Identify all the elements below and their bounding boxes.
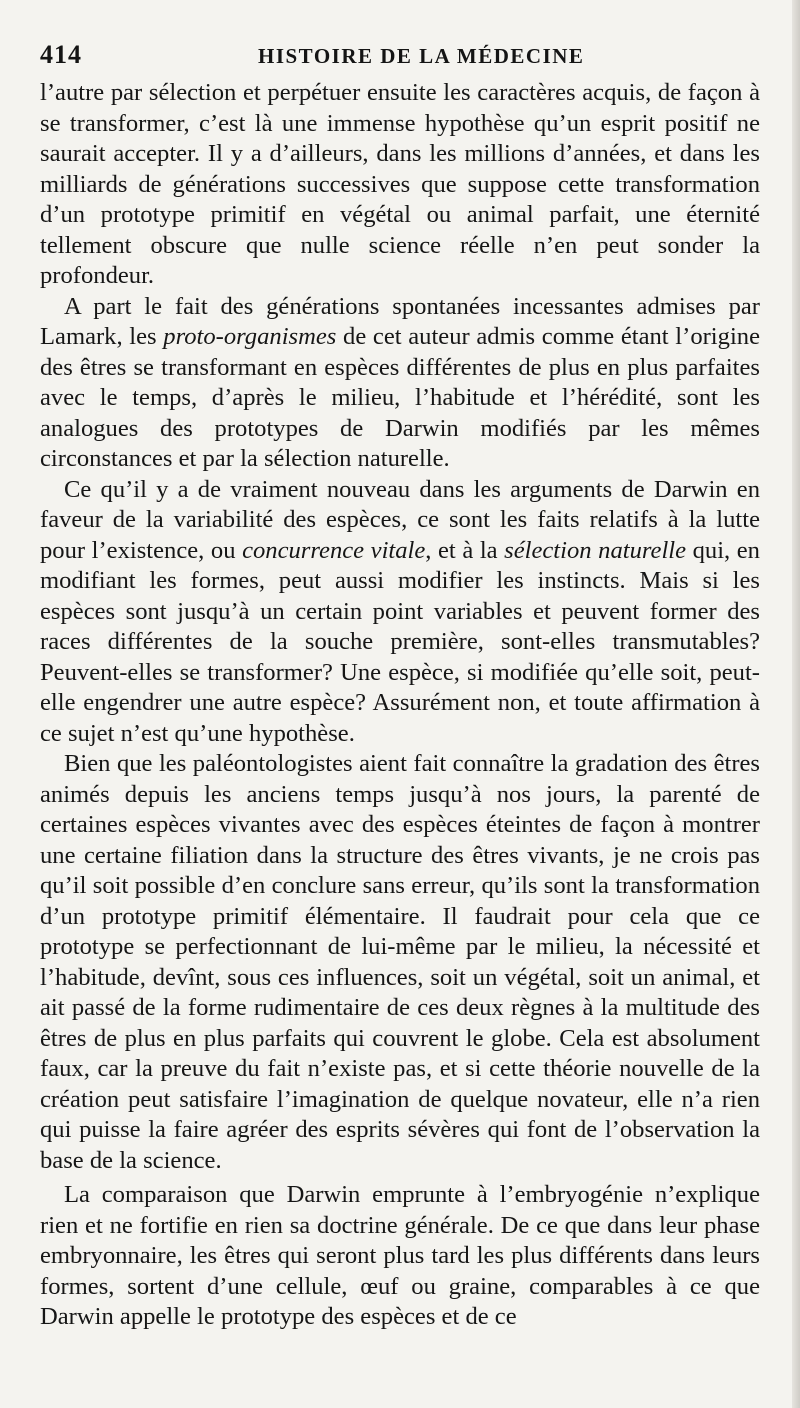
paragraph-text: de cet auteur admis comme étant l’origine des êtres se transformant en espèces différentes de plus en plus parfaites avec le temps, d’après le milieu, l’habitude et l’hérédité, sont les analogues des prototypes de Darwin modifiés par les mêmes circonstances et par la sélection naturelle.	[40, 323, 760, 472]
paragraph-text: l’autre par sélection et perpétuer ensuite les caractères acquis, de façon à se transformer, c’est là une immense hypothèse qu’un esprit positif ne saurait accepter. Il y a d’ailleurs, dans les millions d’années, et dans les milliards de générations successives que suppose cette transformation d’un prototype primitif en végétal ou animal parfait, une éternité tellement obscure que nulle science réelle n’en peut sonder la profondeur.	[40, 79, 760, 289]
paragraph-text: A part le fait des générations spontanées incessantes admises par Lamark, les	[40, 292, 760, 350]
italic-term: sélection naturelle	[504, 536, 687, 564]
paragraph-darwin-arguments	[40, 475, 760, 750]
paragraph-text: La comparaison que Darwin emprunte à l’embryogénie n’explique rien et ne fortifie en rien sa doctrine générale. De ce que dans leur phase embryonnaire, les êtres qui seront plus tard les plus différents dans leurs formes, sortent d’une cellule, œuf ou graine, comparables à ce que Darwin appelle le prototype des espèces et de ce	[40, 1181, 760, 1330]
paragraph-embryogeny	[40, 1180, 760, 1333]
paragraph-paleontology	[40, 749, 760, 1176]
paragraph-continuation	[40, 78, 760, 292]
page-number: 414	[40, 40, 82, 69]
paragraph-text: qui, en modifiant les formes, peut aussi modifier les instincts. Mais si les espèces sont jusqu’à un certain point variables et peuvent former des races différentes de la souche première, sont-elles transmutables? Peuvent-elles se transformer? Une espèce, si modifiée qu’elle soit, peut-elle engendrer une autre espèce? Assurément non, et toute affirmation à ce sujet n’est qu’une hypothèse.	[40, 536, 760, 747]
italic-term: proto-organismes	[163, 323, 337, 350]
paragraph-text: , et à la	[425, 536, 505, 564]
scan-edge-shadow	[792, 0, 800, 1408]
page-header	[40, 40, 760, 76]
paragraph-text: Bien que les paléontologistes aient fait connaître la gradation des êtres animés depuis les anciens temps jusqu’à nos jours, la parenté de certaines espèces vivantes avec des espèces éteintes de façon à montrer une certaine filiation dans la structure des êtres vivants, je ne crois pas qu’il soit possible d’en conclure sans erreur, qu’ils sont la transformation d’un prototype primitif élémentaire. Il faudrait pour cela que ce prototype se perfectionnant de lui-même par le milieu, la nécessité et l’habitude, devînt, sous ces influences, soit un végétal, soit un animal, et ait passé de la forme rudimentaire de ces deux règnes à la multitude des êtres de plus en plus parfaits qui couvrent le globe. Cela est absolument faux, car la preuve du fait n’existe pas, et si cette théorie nouvelle de la création peut satisfaire l’imagination de quelque novateur, elle n’a rien qui puisse la faire agréer des esprits sévères qui font de l’observation la base de la science.	[40, 750, 760, 1174]
running-title: HISTOIRE DE LA MÉDECINE	[258, 44, 585, 68]
paragraph-text: Ce qu’il y a de vraiment nouveau dans les arguments de Darwin en faveur de la variabilité des espèces, ce sont les faits relatifs à la lutte pour l’existence, ou	[40, 475, 760, 564]
body-text	[40, 78, 760, 1333]
italic-term: concurrence vitale	[242, 536, 426, 564]
paragraph-lamark	[40, 292, 760, 475]
